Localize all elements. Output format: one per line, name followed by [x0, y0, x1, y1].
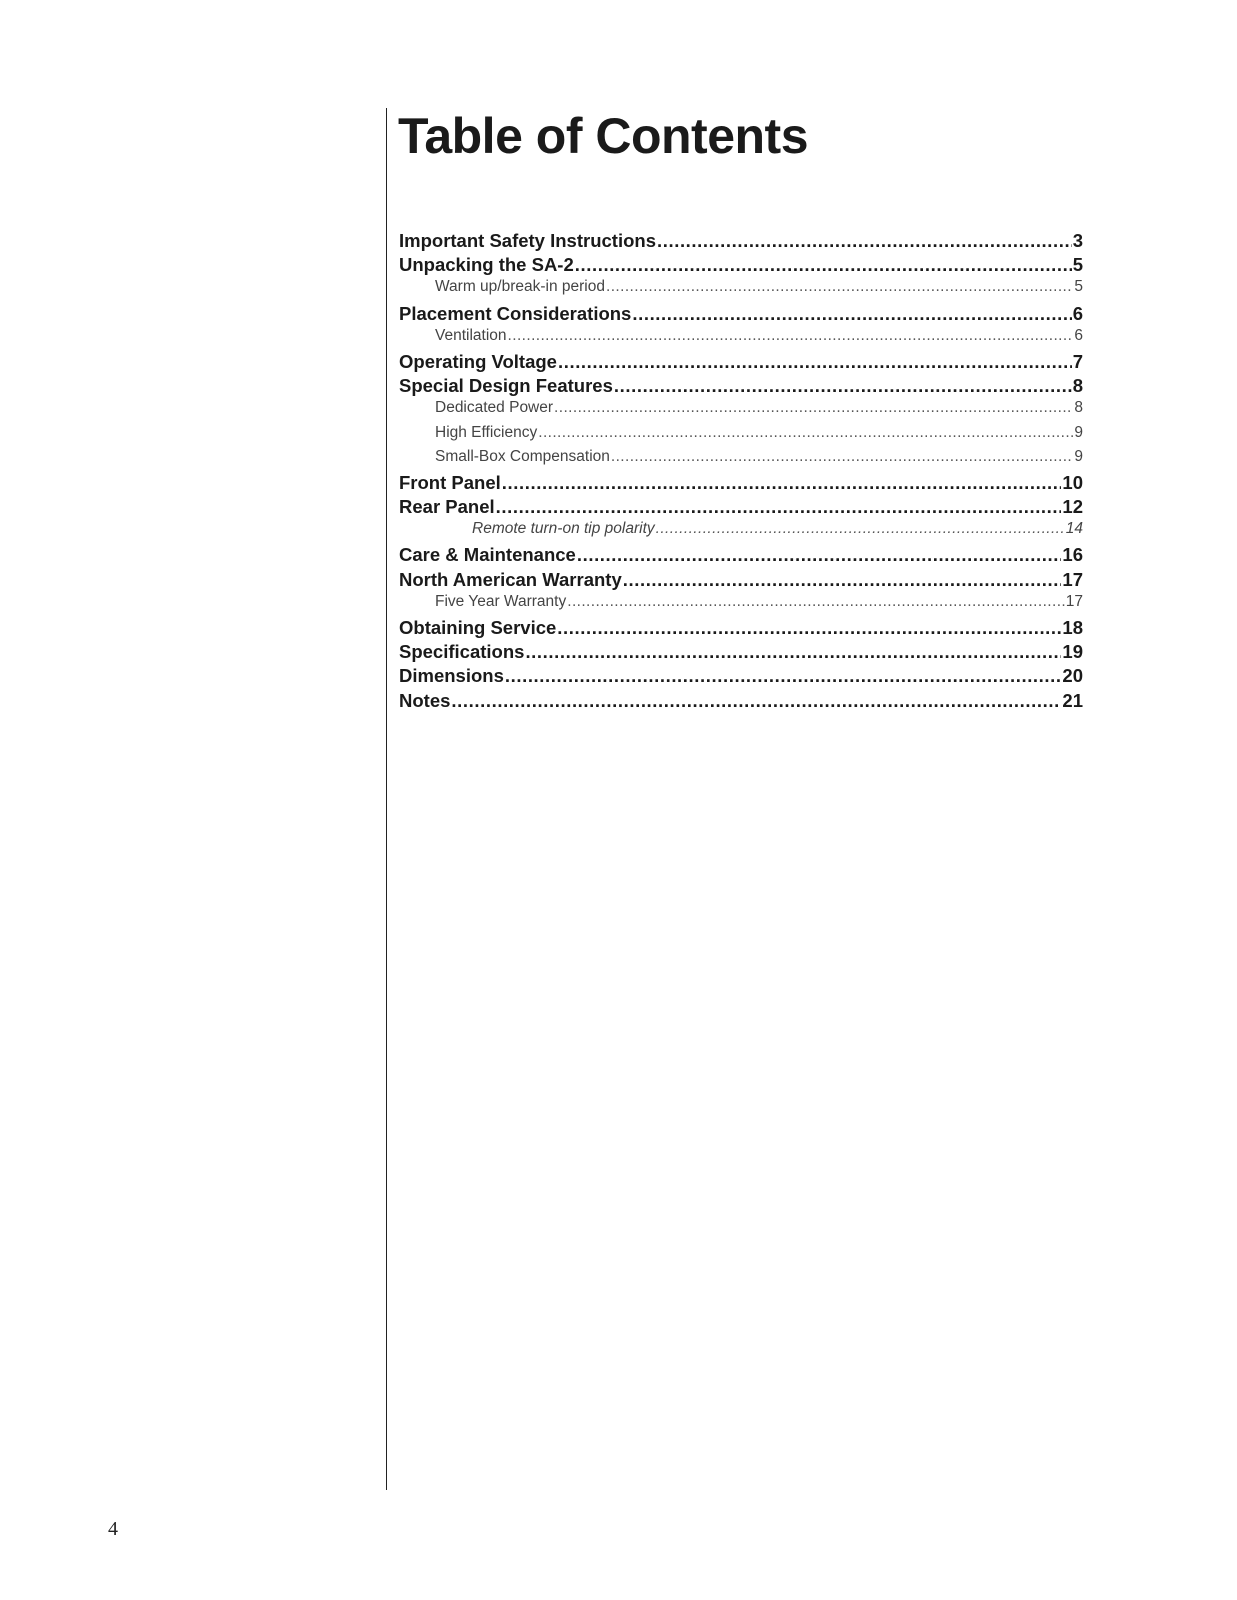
dot-leader [575, 254, 1072, 276]
toc-entry[interactable] [399, 641, 1083, 665]
dot-leader [451, 690, 1061, 712]
toc-entry-page: 17 [1065, 592, 1083, 610]
toc-entry[interactable] [399, 399, 1083, 423]
toc-entry-label: Notes [399, 689, 451, 711]
toc-entry[interactable] [399, 303, 1083, 327]
toc-entry-label: North American Warranty [399, 568, 622, 590]
dot-leader [632, 303, 1071, 325]
toc-entry-label: Rear Panel [399, 496, 495, 518]
toc-entry[interactable] [399, 593, 1083, 617]
toc-entry-label: Small-Box Compensation [435, 447, 610, 465]
toc-entry-page: 20 [1062, 665, 1083, 687]
dot-leader [502, 472, 1062, 494]
toc-entry-page: 6 [1072, 302, 1083, 324]
toc-entry-label: Operating Voltage [399, 350, 557, 372]
toc-entry[interactable] [399, 424, 1083, 448]
toc-entry-label: Obtaining Service [399, 617, 557, 638]
dot-leader [623, 569, 1062, 591]
toc-entry[interactable] [399, 569, 1083, 593]
toc-entry-page: 18 [1062, 617, 1083, 638]
toc-entry-page: 5 [1074, 278, 1083, 296]
toc-entry-label: Unpacking the SA-2 [399, 254, 574, 276]
dot-leader [614, 375, 1072, 397]
toc-entry-label: Special Design Features [399, 375, 613, 397]
toc-entry[interactable] [399, 278, 1083, 302]
toc-entry-label: Dimensions [399, 665, 504, 687]
toc-entry[interactable] [399, 544, 1083, 568]
toc-entry-page: 8 [1074, 399, 1083, 417]
toc-entry-page: 17 [1062, 568, 1083, 590]
toc-entry[interactable] [399, 351, 1083, 375]
toc-entry[interactable] [399, 375, 1083, 399]
toc-entry-label: High Efficiency [435, 423, 538, 441]
toc-entry[interactable] [399, 230, 1083, 254]
dot-leader [508, 327, 1074, 345]
toc-entry-label: Front Panel [399, 471, 501, 493]
toc-entry[interactable] [399, 690, 1083, 714]
toc-entry[interactable] [399, 520, 1083, 544]
toc-entry-page: 9 [1074, 423, 1083, 441]
toc-entry-label: Care & Maintenance [399, 544, 576, 566]
dot-leader [567, 593, 1065, 611]
dot-leader [505, 665, 1062, 687]
toc-entry-label: Specifications [399, 641, 525, 663]
dot-leader [577, 544, 1062, 566]
toc-entry[interactable] [399, 254, 1083, 278]
page-title: Table of Contents [398, 108, 809, 164]
toc-entry[interactable] [399, 665, 1083, 689]
toc-entry-page: 14 [1065, 520, 1083, 538]
toc-entry-label: Placement Considerations [399, 302, 632, 324]
toc-entry-label: Warm up/break-in period [435, 278, 605, 296]
table-of-contents [399, 230, 1083, 714]
toc-entry[interactable] [399, 472, 1083, 496]
dot-leader [496, 496, 1062, 518]
toc-entry-page: 3 [1072, 230, 1083, 251]
dot-leader [611, 448, 1073, 466]
dot-leader [656, 520, 1065, 538]
dot-leader [558, 351, 1072, 373]
toc-entry-label: Five Year Warranty [435, 592, 567, 610]
dot-leader [606, 278, 1073, 296]
toc-entry-page: 9 [1074, 447, 1083, 465]
toc-entry-label: Ventilation [435, 326, 507, 344]
toc-entry-label: Dedicated Power [435, 399, 554, 417]
toc-entry-page: 10 [1062, 471, 1083, 493]
toc-entry-page: 12 [1062, 496, 1083, 518]
dot-leader [657, 230, 1072, 252]
dot-leader [538, 424, 1073, 442]
vertical-divider [386, 108, 387, 1490]
toc-entry-page: 7 [1072, 350, 1083, 372]
toc-entry-page: 5 [1072, 254, 1083, 276]
toc-entry[interactable] [399, 496, 1083, 520]
toc-entry-page: 21 [1062, 689, 1083, 711]
toc-entry-page: 19 [1062, 641, 1083, 663]
toc-entry-label: Important Safety Instructions [399, 230, 656, 251]
toc-entry-page: 6 [1074, 326, 1083, 344]
toc-entry[interactable] [399, 617, 1083, 641]
toc-entry-page: 8 [1072, 375, 1083, 397]
dot-leader [557, 617, 1061, 639]
page-number: 4 [108, 1518, 118, 1540]
dot-leader [554, 399, 1073, 417]
toc-entry-label: Remote turn-on tip polarity [472, 520, 655, 538]
toc-entry[interactable] [399, 448, 1083, 472]
dot-leader [525, 641, 1061, 663]
toc-entry-page: 16 [1062, 544, 1083, 566]
toc-entry[interactable] [399, 327, 1083, 351]
